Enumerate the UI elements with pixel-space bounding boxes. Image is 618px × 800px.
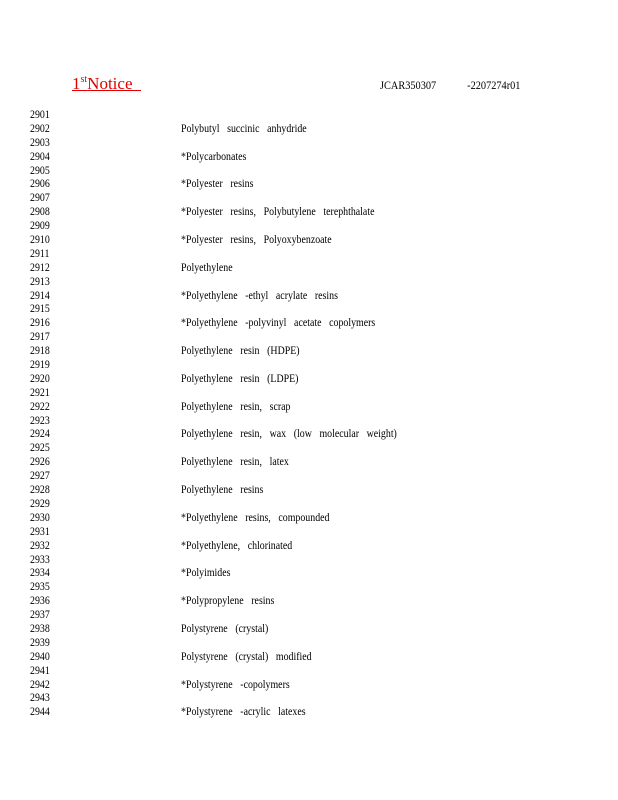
line-text: *Polyethylene resins, compounded [181,511,330,524]
document-line [30,637,590,651]
document-line [30,234,590,248]
line-number: 2927 [30,470,50,483]
line-number: 2909 [30,220,50,233]
document-line [30,428,590,442]
notice-ordinal: 1 [72,74,81,93]
document-line [30,679,590,693]
line-text: *Polyester resins [181,178,254,191]
line-number: 2903 [30,136,50,149]
document-line [30,498,590,512]
line-number: 2911 [30,247,50,260]
line-number: 2931 [30,525,50,538]
document-line [30,192,590,206]
line-text: *Polyethylene -ethyl acrylate resins [181,289,338,302]
line-number: 2910 [30,234,50,247]
notice-word: Notice [87,74,133,93]
line-number: 2917 [30,331,50,344]
document-line [30,581,590,595]
line-number: 2908 [30,206,50,219]
line-number: 2919 [30,359,50,372]
notice-ordinal-suffix: st [80,74,88,85]
line-text: *Polyester resins, Polyoxybenzoate [181,234,332,247]
document-line [30,401,590,415]
document-line [30,456,590,470]
line-number: 2913 [30,275,50,288]
line-number: 2907 [30,192,50,205]
line-number: 2930 [30,511,50,524]
line-number: 2902 [30,122,50,135]
document-line [30,387,590,401]
document-line [30,303,590,317]
line-text: *Polyethylene -polyvinyl acetate copolymers [181,317,376,330]
document-line [30,567,590,581]
document-line [30,512,590,526]
line-text: Polystyrene (crystal) modified [181,650,312,663]
line-text: *Polyethylene, chlorinated [181,539,293,552]
document-line [30,415,590,429]
line-number: 2938 [30,622,50,635]
document-line [30,109,590,123]
document-line [30,373,590,387]
line-text: *Polyimides [181,567,231,580]
document-line [30,359,590,373]
line-text: Polystyrene (crystal) [181,622,269,635]
numbered-lines [30,109,590,720]
document-line [30,651,590,665]
line-number: 2912 [30,261,50,274]
line-number: 2928 [30,484,50,497]
line-text: *Polystyrene -acrylic latexes [181,706,306,719]
document-line [30,276,590,290]
document-id: JCAR350307 -2207274r01 [380,78,521,92]
document-line [30,609,590,623]
line-number: 2906 [30,178,50,191]
line-text: *Polyester resins, Polybutylene terephthalate [181,206,375,219]
document-line [30,706,590,720]
line-number: 2926 [30,456,50,469]
line-number: 2939 [30,636,50,649]
line-number: 2934 [30,567,50,580]
document-line [30,220,590,234]
document-line [30,317,590,331]
line-text: Polyethylene resin, scrap [181,400,291,413]
line-number: 2918 [30,345,50,358]
line-number: 2933 [30,553,50,566]
line-text: *Polystyrene -copolymers [181,678,290,691]
document-line [30,331,590,345]
document-line [30,540,590,554]
line-text: Polybutyl succinic anhydride [181,122,307,135]
line-number: 2941 [30,664,50,677]
line-number: 2904 [30,150,50,163]
line-number: 2932 [30,539,50,552]
line-number: 2920 [30,372,50,385]
line-number: 2936 [30,595,50,608]
document-line [30,123,590,137]
line-number: 2925 [30,442,50,455]
line-number: 2914 [30,289,50,302]
document-line [30,248,590,262]
document-line [30,290,590,304]
line-number: 2942 [30,678,50,691]
document-line [30,206,590,220]
notice-heading [72,74,141,94]
line-number: 2940 [30,650,50,663]
line-number: 2921 [30,386,50,399]
line-number: 2929 [30,497,50,510]
line-number: 2916 [30,317,50,330]
document-line [30,692,590,706]
line-text: Polyethylene resins [181,484,264,497]
line-text: Polyethylene resin, latex [181,456,289,469]
line-number: 2937 [30,609,50,622]
line-number: 2943 [30,692,50,705]
line-number: 2923 [30,414,50,427]
document-line [30,178,590,192]
document-line [30,595,590,609]
document-line [30,623,590,637]
line-number: 2905 [30,164,50,177]
line-number: 2922 [30,400,50,413]
document-line [30,665,590,679]
line-text: Polyethylene resin (LDPE) [181,372,299,385]
line-number: 2915 [30,303,50,316]
line-text: *Polypropylene resins [181,595,275,608]
document-line [30,442,590,456]
line-number: 2944 [30,706,50,719]
line-number: 2901 [30,109,50,121]
line-text: *Polycarbonates [181,150,247,163]
document-line [30,554,590,568]
document-line [30,137,590,151]
document-line [30,345,590,359]
document-line [30,165,590,179]
line-number: 2935 [30,581,50,594]
line-text: Polyethylene resin (HDPE) [181,345,300,358]
document-line [30,526,590,540]
document-line [30,262,590,276]
line-text: Polyethylene [181,261,233,274]
line-number: 2924 [30,428,50,441]
document-line [30,484,590,498]
document-line [30,470,590,484]
document-line [30,151,590,165]
line-text: Polyethylene resin, wax (low molecular weight) [181,428,397,441]
